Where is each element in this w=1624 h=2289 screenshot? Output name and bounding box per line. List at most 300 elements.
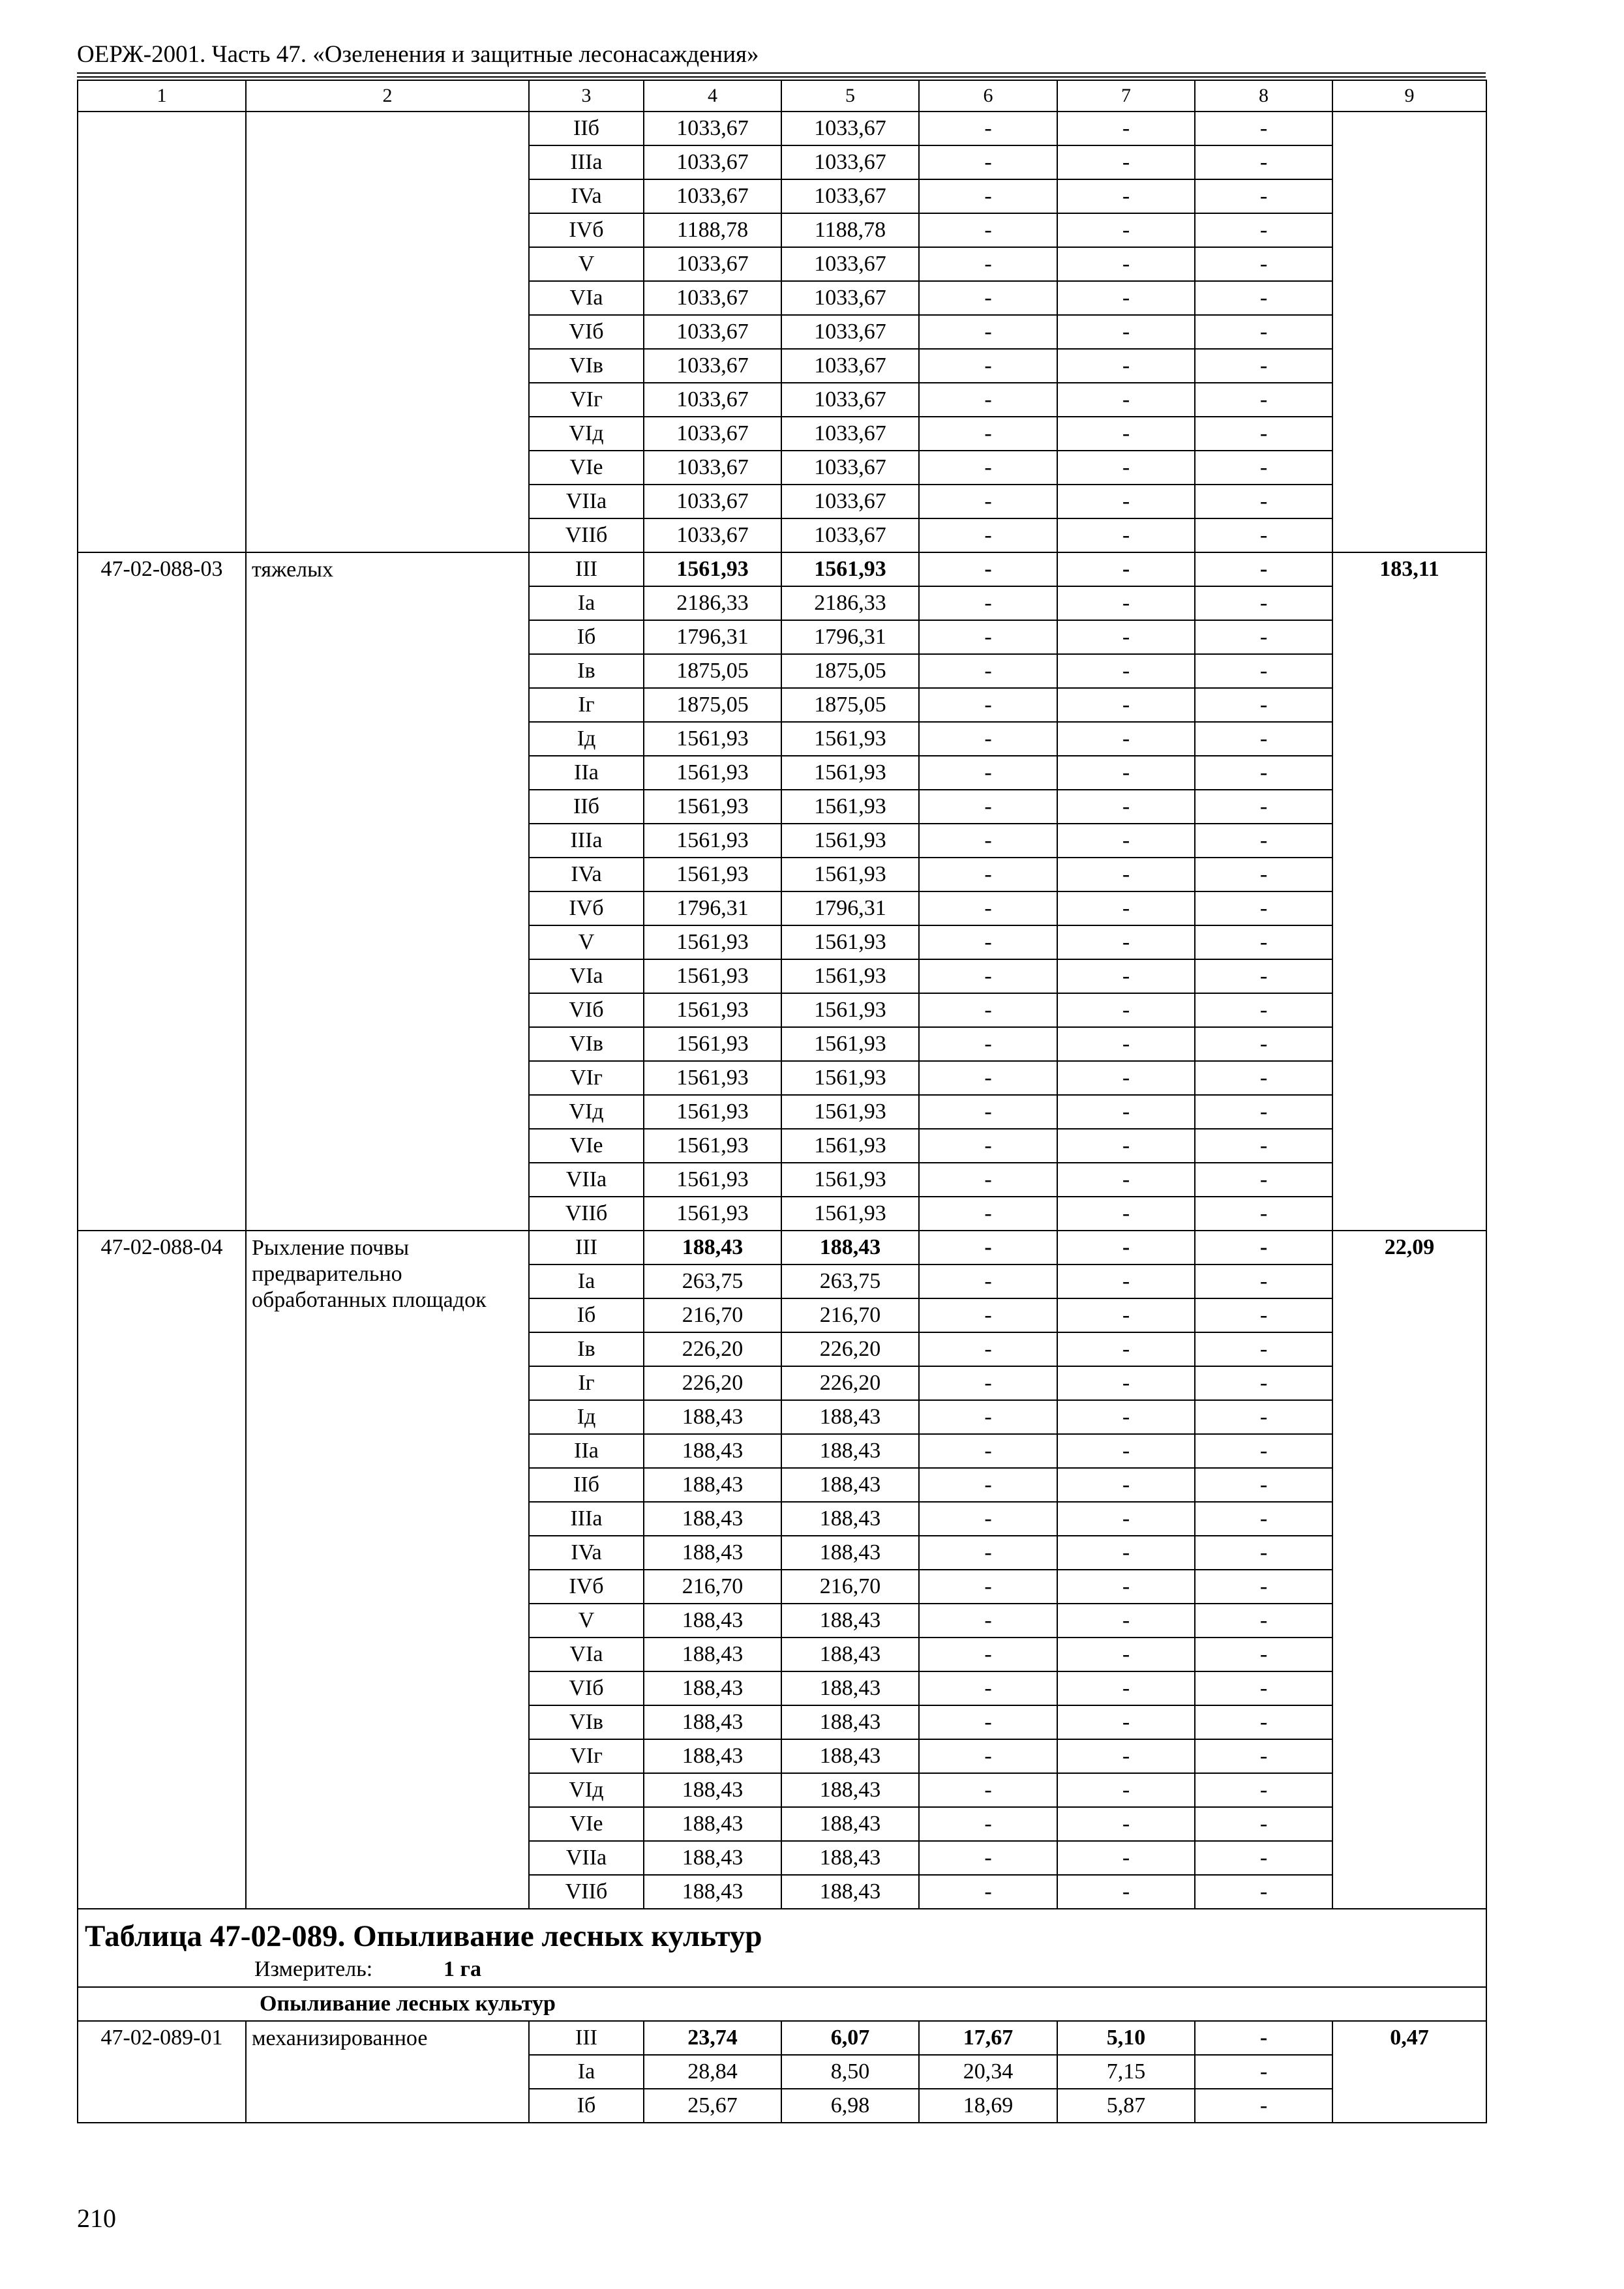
value-cell: - <box>1195 247 1332 281</box>
value-cell: - <box>1057 1773 1195 1807</box>
value-cell: 1033,67 <box>781 247 919 281</box>
value-cell: - <box>1057 1400 1195 1434</box>
name-cell: механизированное <box>246 2021 529 2123</box>
value-cell: - <box>1057 790 1195 824</box>
value-cell: 1561,93 <box>781 1163 919 1197</box>
value-cell: 1561,93 <box>644 858 781 891</box>
value-cell: 1875,05 <box>781 688 919 722</box>
value-cell: 1796,31 <box>644 620 781 654</box>
table-row <box>78 112 1486 145</box>
zone-cell: VIг <box>529 1061 644 1095</box>
zone-cell: VIIa <box>529 1163 644 1197</box>
measure-line <box>78 1955 1486 1986</box>
zone-cell: IVa <box>529 858 644 891</box>
value-cell: - <box>1195 1807 1332 1841</box>
value-cell: 1875,05 <box>644 688 781 722</box>
value-cell: 1875,05 <box>644 654 781 688</box>
column-number: 3 <box>529 80 644 112</box>
value-cell: - <box>1057 1231 1195 1264</box>
zone-cell: IVa <box>529 179 644 213</box>
value-cell: - <box>919 247 1057 281</box>
value-cell: - <box>1195 1570 1332 1604</box>
value-cell: - <box>919 281 1057 315</box>
zone-cell: IIIa <box>529 145 644 179</box>
zone-cell: VIв <box>529 1027 644 1061</box>
value-cell: - <box>919 1638 1057 1671</box>
value-cell: 1561,93 <box>781 722 919 756</box>
value-cell: - <box>1195 824 1332 858</box>
value-cell: - <box>919 112 1057 145</box>
value-cell: 18,69 <box>919 2089 1057 2123</box>
value-cell: - <box>1195 1061 1332 1095</box>
zone-cell: V <box>529 247 644 281</box>
zone-cell: Ia <box>529 1264 644 1298</box>
value-cell: - <box>1195 688 1332 722</box>
value-cell: - <box>919 1739 1057 1773</box>
value-cell: - <box>1195 1332 1332 1366</box>
value-cell: 1561,93 <box>644 790 781 824</box>
zone-cell: Iб <box>529 2089 644 2123</box>
value-cell: - <box>1195 586 1332 620</box>
value-cell: - <box>1195 1739 1332 1773</box>
column-number: 8 <box>1195 80 1332 112</box>
value-cell: - <box>1057 1841 1195 1875</box>
value-cell: - <box>1195 620 1332 654</box>
value-cell: 188,43 <box>644 1739 781 1773</box>
section-title: Опыливание лесных культур <box>78 1987 1486 2021</box>
value-cell: 1561,93 <box>644 1027 781 1061</box>
value-cell: - <box>1195 281 1332 315</box>
table-row <box>78 2021 1486 2055</box>
zone-cell: VIб <box>529 1671 644 1705</box>
value-cell: 188,43 <box>781 1502 919 1536</box>
zone-cell: VIIб <box>529 518 644 552</box>
value-cell: - <box>919 451 1057 485</box>
zone-cell: Ia <box>529 2055 644 2089</box>
value-cell: - <box>1195 1197 1332 1231</box>
value-cell: - <box>1057 1705 1195 1739</box>
value-cell: 188,43 <box>644 1468 781 1502</box>
value-cell: - <box>1057 688 1195 722</box>
column-number: 4 <box>644 80 781 112</box>
value-cell: - <box>1057 1264 1195 1298</box>
value-cell: - <box>919 1197 1057 1231</box>
value-cell: - <box>1057 1095 1195 1129</box>
value-cell: - <box>919 417 1057 451</box>
value-cell: 1033,67 <box>781 112 919 145</box>
value-cell: 263,75 <box>644 1264 781 1298</box>
value-cell: 2186,33 <box>644 586 781 620</box>
value-cell: - <box>1195 1468 1332 1502</box>
value-cell: 188,43 <box>781 1807 919 1841</box>
zone-cell: IVб <box>529 891 644 925</box>
value-cell: - <box>1195 213 1332 247</box>
zone-cell: VIд <box>529 1095 644 1129</box>
value-cell: - <box>919 993 1057 1027</box>
value-cell: 1033,67 <box>644 281 781 315</box>
value-cell: 25,67 <box>644 2089 781 2123</box>
value-cell: - <box>919 518 1057 552</box>
value-cell: - <box>1057 383 1195 417</box>
value-cell: 5,87 <box>1057 2089 1195 2123</box>
value-cell: 188,43 <box>781 1705 919 1739</box>
column-number: 6 <box>919 80 1057 112</box>
value-cell: - <box>919 858 1057 891</box>
value-cell: 2186,33 <box>781 586 919 620</box>
value-cell: 1796,31 <box>781 891 919 925</box>
value-cell: - <box>1195 1366 1332 1400</box>
value-cell: 1561,93 <box>644 824 781 858</box>
value-cell: 188,43 <box>644 1705 781 1739</box>
value-cell: 1561,93 <box>781 756 919 790</box>
value-cell: - <box>919 1807 1057 1841</box>
value-cell: 188,43 <box>781 1434 919 1468</box>
value-cell: - <box>919 1570 1057 1604</box>
value-cell: - <box>919 722 1057 756</box>
value-cell: 188,43 <box>781 1739 919 1773</box>
name-cell: Рыхление почвы предварительно обработанных площадок <box>246 1231 529 1909</box>
value-cell: - <box>1195 451 1332 485</box>
value-cell: 188,43 <box>644 1807 781 1841</box>
zone-cell: VIe <box>529 1129 644 1163</box>
value-cell: 1033,67 <box>781 179 919 213</box>
value-cell: - <box>1057 1366 1195 1400</box>
value-cell: - <box>1195 2055 1332 2089</box>
zone-cell: VIг <box>529 1739 644 1773</box>
value-cell: 188,43 <box>781 1536 919 1570</box>
value-cell: - <box>919 1027 1057 1061</box>
value-cell: 1033,67 <box>781 281 919 315</box>
value-cell: - <box>1195 891 1332 925</box>
value-cell: 1033,67 <box>644 349 781 383</box>
value-cell: - <box>919 654 1057 688</box>
value-cell: - <box>919 315 1057 349</box>
value-cell: - <box>919 925 1057 959</box>
value-cell: 1561,93 <box>644 925 781 959</box>
value-cell: 1561,93 <box>781 925 919 959</box>
value-cell: - <box>1057 654 1195 688</box>
value-cell: - <box>1057 1739 1195 1773</box>
value-cell: 188,43 <box>644 1841 781 1875</box>
zone-cell: IIб <box>529 112 644 145</box>
value-cell: - <box>1057 858 1195 891</box>
value-cell: - <box>1057 1332 1195 1366</box>
value-cell: - <box>1195 315 1332 349</box>
value-cell: - <box>1195 2089 1332 2123</box>
value-cell: 1561,93 <box>644 1197 781 1231</box>
value-cell: - <box>919 688 1057 722</box>
zone-cell: IIб <box>529 1468 644 1502</box>
total-cell: 183,11 <box>1332 552 1486 1231</box>
zone-cell: IIIa <box>529 824 644 858</box>
value-cell: - <box>1057 1671 1195 1705</box>
value-cell: 1796,31 <box>644 891 781 925</box>
value-cell: 188,43 <box>644 1502 781 1536</box>
value-cell: - <box>919 891 1057 925</box>
value-cell: - <box>1195 1875 1332 1909</box>
zone-cell: Iд <box>529 1400 644 1434</box>
zone-cell: VIe <box>529 1807 644 1841</box>
zone-cell: IVб <box>529 213 644 247</box>
value-cell: - <box>919 586 1057 620</box>
value-cell: - <box>1057 247 1195 281</box>
zone-cell: IIIa <box>529 1502 644 1536</box>
column-number: 9 <box>1332 80 1486 112</box>
value-cell: - <box>1195 722 1332 756</box>
column-number: 7 <box>1057 80 1195 112</box>
value-cell: 1561,93 <box>644 722 781 756</box>
zone-cell: VIв <box>529 1705 644 1739</box>
value-cell: - <box>1057 1298 1195 1332</box>
value-cell: - <box>919 1129 1057 1163</box>
value-cell: - <box>1195 179 1332 213</box>
value-cell: 188,43 <box>644 1434 781 1468</box>
value-cell: - <box>1195 1502 1332 1536</box>
value-cell: 1033,67 <box>781 145 919 179</box>
measure-value: 1 га <box>444 1957 481 1981</box>
value-cell: - <box>1057 959 1195 993</box>
value-cell: - <box>1195 959 1332 993</box>
value-cell: - <box>1195 383 1332 417</box>
value-cell: - <box>1195 654 1332 688</box>
value-cell: - <box>1057 993 1195 1027</box>
value-cell: 20,34 <box>919 2055 1057 2089</box>
value-cell: 5,10 <box>1057 2021 1195 2055</box>
table-row <box>78 552 1486 586</box>
zone-cell: IIб <box>529 790 644 824</box>
value-cell: 188,43 <box>781 1671 919 1705</box>
zone-cell: VIIa <box>529 1841 644 1875</box>
value-cell: - <box>919 959 1057 993</box>
value-cell: 263,75 <box>781 1264 919 1298</box>
value-cell: - <box>919 1434 1057 1468</box>
value-cell: - <box>1057 620 1195 654</box>
zone-cell: VIIб <box>529 1197 644 1231</box>
value-cell: 1033,67 <box>644 179 781 213</box>
value-cell: 216,70 <box>644 1298 781 1332</box>
value-cell: - <box>919 824 1057 858</box>
value-cell: - <box>1057 485 1195 518</box>
code-cell <box>78 112 246 552</box>
value-cell: 188,43 <box>781 1638 919 1671</box>
value-cell: 1561,93 <box>644 1061 781 1095</box>
value-cell: 1561,93 <box>781 993 919 1027</box>
zone-cell: V <box>529 925 644 959</box>
value-cell: 23,74 <box>644 2021 781 2055</box>
value-cell: 1033,67 <box>781 485 919 518</box>
value-cell: - <box>1057 451 1195 485</box>
zone-cell: VIIб <box>529 1875 644 1909</box>
name-cell <box>246 112 529 552</box>
value-cell: - <box>1057 1807 1195 1841</box>
zone-cell: Iг <box>529 1366 644 1400</box>
value-cell: - <box>1057 586 1195 620</box>
value-cell: - <box>1195 1298 1332 1332</box>
value-cell: 188,43 <box>781 1841 919 1875</box>
value-cell: 226,20 <box>644 1366 781 1400</box>
value-cell: - <box>919 756 1057 790</box>
value-cell: - <box>1195 925 1332 959</box>
zone-cell: VIд <box>529 1773 644 1807</box>
value-cell: 216,70 <box>644 1570 781 1604</box>
value-cell: - <box>1057 1061 1195 1095</box>
zone-cell: III <box>529 2021 644 2055</box>
value-cell: 188,43 <box>781 1604 919 1638</box>
value-cell: 1033,67 <box>781 417 919 451</box>
value-cell: - <box>1195 756 1332 790</box>
value-cell: - <box>1195 518 1332 552</box>
value-cell: - <box>919 485 1057 518</box>
value-cell: - <box>1057 1875 1195 1909</box>
zone-cell: VIб <box>529 315 644 349</box>
value-cell: 188,43 <box>644 1604 781 1638</box>
total-cell: 22,09 <box>1332 1231 1486 1909</box>
value-cell: - <box>1057 518 1195 552</box>
value-cell: - <box>1057 1502 1195 1536</box>
value-cell: - <box>1195 145 1332 179</box>
value-cell: - <box>919 1264 1057 1298</box>
value-cell: 1561,93 <box>644 756 781 790</box>
value-cell: - <box>1195 485 1332 518</box>
value-cell: - <box>1195 552 1332 586</box>
value-cell: - <box>919 1332 1057 1366</box>
value-cell: - <box>1195 417 1332 451</box>
value-cell: - <box>1195 1163 1332 1197</box>
column-number-row <box>78 80 1486 112</box>
value-cell: 1033,67 <box>644 451 781 485</box>
value-cell: 1561,93 <box>781 1197 919 1231</box>
value-cell: - <box>919 1671 1057 1705</box>
value-cell: - <box>1057 1163 1195 1197</box>
value-cell: - <box>919 790 1057 824</box>
value-cell: - <box>1195 993 1332 1027</box>
table-title-cell <box>78 1909 1486 1987</box>
value-cell: 216,70 <box>781 1298 919 1332</box>
value-cell: 1033,67 <box>644 485 781 518</box>
value-cell: - <box>1195 1129 1332 1163</box>
zone-cell: IIa <box>529 1434 644 1468</box>
value-cell: - <box>919 1468 1057 1502</box>
value-cell: 1561,93 <box>781 1061 919 1095</box>
value-cell: - <box>1057 1604 1195 1638</box>
value-cell: - <box>1195 1773 1332 1807</box>
value-cell: 1188,78 <box>781 213 919 247</box>
value-cell: - <box>1195 858 1332 891</box>
value-cell: 1033,67 <box>644 112 781 145</box>
value-cell: - <box>919 179 1057 213</box>
zone-cell: Iд <box>529 722 644 756</box>
page-header: ОЕРЖ-2001. Часть 47. «Озеленения и защитные лесонасаждения» <box>77 41 759 68</box>
zone-cell: VIб <box>529 993 644 1027</box>
value-cell: - <box>1195 1400 1332 1434</box>
value-cell: - <box>1195 790 1332 824</box>
value-cell: 7,15 <box>1057 2055 1195 2089</box>
value-cell: 1033,67 <box>781 315 919 349</box>
value-cell: - <box>919 213 1057 247</box>
value-cell: - <box>1057 756 1195 790</box>
value-cell: - <box>919 1095 1057 1129</box>
value-cell: - <box>919 1875 1057 1909</box>
value-cell: 188,43 <box>644 1875 781 1909</box>
table-row <box>78 1231 1486 1264</box>
value-cell: 188,43 <box>781 1468 919 1502</box>
value-cell: 17,67 <box>919 2021 1057 2055</box>
zone-cell: VIв <box>529 349 644 383</box>
code-cell: 47-02-088-03 <box>78 552 246 1231</box>
zone-cell: VIa <box>529 959 644 993</box>
value-cell: - <box>919 349 1057 383</box>
page-number: 210 <box>77 2204 116 2233</box>
norms-table <box>77 80 1487 2123</box>
value-cell: 226,20 <box>644 1332 781 1366</box>
value-cell: 6,98 <box>781 2089 919 2123</box>
value-cell: 188,43 <box>781 1875 919 1909</box>
name-cell: тяжелых <box>246 552 529 1231</box>
value-cell: 1033,67 <box>781 383 919 417</box>
value-cell: - <box>1057 417 1195 451</box>
zone-cell: VIe <box>529 451 644 485</box>
value-cell: - <box>1195 1604 1332 1638</box>
zone-cell: III <box>529 1231 644 1264</box>
column-number: 1 <box>78 80 246 112</box>
value-cell: - <box>1057 315 1195 349</box>
value-cell: - <box>919 552 1057 586</box>
value-cell: - <box>919 1298 1057 1332</box>
zone-cell: Iв <box>529 654 644 688</box>
value-cell: - <box>1195 1231 1332 1264</box>
value-cell: 1561,93 <box>781 1129 919 1163</box>
value-cell: 1561,93 <box>644 1095 781 1129</box>
zone-cell: V <box>529 1604 644 1638</box>
table-title-row <box>78 1909 1486 1987</box>
value-cell: 1033,67 <box>781 518 919 552</box>
value-cell: 1561,93 <box>644 1163 781 1197</box>
value-cell: - <box>1057 112 1195 145</box>
zone-cell: IVб <box>529 1570 644 1604</box>
value-cell: - <box>1195 1671 1332 1705</box>
value-cell: 188,43 <box>644 1638 781 1671</box>
value-cell: 1033,67 <box>644 417 781 451</box>
value-cell: - <box>919 1502 1057 1536</box>
value-cell: - <box>919 1604 1057 1638</box>
value-cell: 6,07 <box>781 2021 919 2055</box>
value-cell: - <box>1057 824 1195 858</box>
value-cell: - <box>1057 1434 1195 1468</box>
value-cell: - <box>1195 349 1332 383</box>
value-cell: 1561,93 <box>781 552 919 586</box>
value-cell: - <box>1195 112 1332 145</box>
zone-cell: Iв <box>529 1332 644 1366</box>
zone-cell: VIг <box>529 383 644 417</box>
value-cell: - <box>1057 349 1195 383</box>
value-cell: - <box>1057 1129 1195 1163</box>
value-cell: 1561,93 <box>781 824 919 858</box>
total-cell <box>1332 112 1486 552</box>
value-cell: 8,50 <box>781 2055 919 2089</box>
value-cell: 1188,78 <box>644 213 781 247</box>
value-cell: 188,43 <box>644 1773 781 1807</box>
value-cell: - <box>1057 281 1195 315</box>
value-cell: 188,43 <box>644 1400 781 1434</box>
value-cell: - <box>919 1773 1057 1807</box>
zone-cell: IIa <box>529 756 644 790</box>
value-cell: - <box>1057 925 1195 959</box>
value-cell: - <box>1195 2021 1332 2055</box>
value-cell: - <box>1057 1027 1195 1061</box>
value-cell: - <box>1195 1841 1332 1875</box>
value-cell: - <box>1057 1638 1195 1671</box>
value-cell: 188,43 <box>781 1400 919 1434</box>
